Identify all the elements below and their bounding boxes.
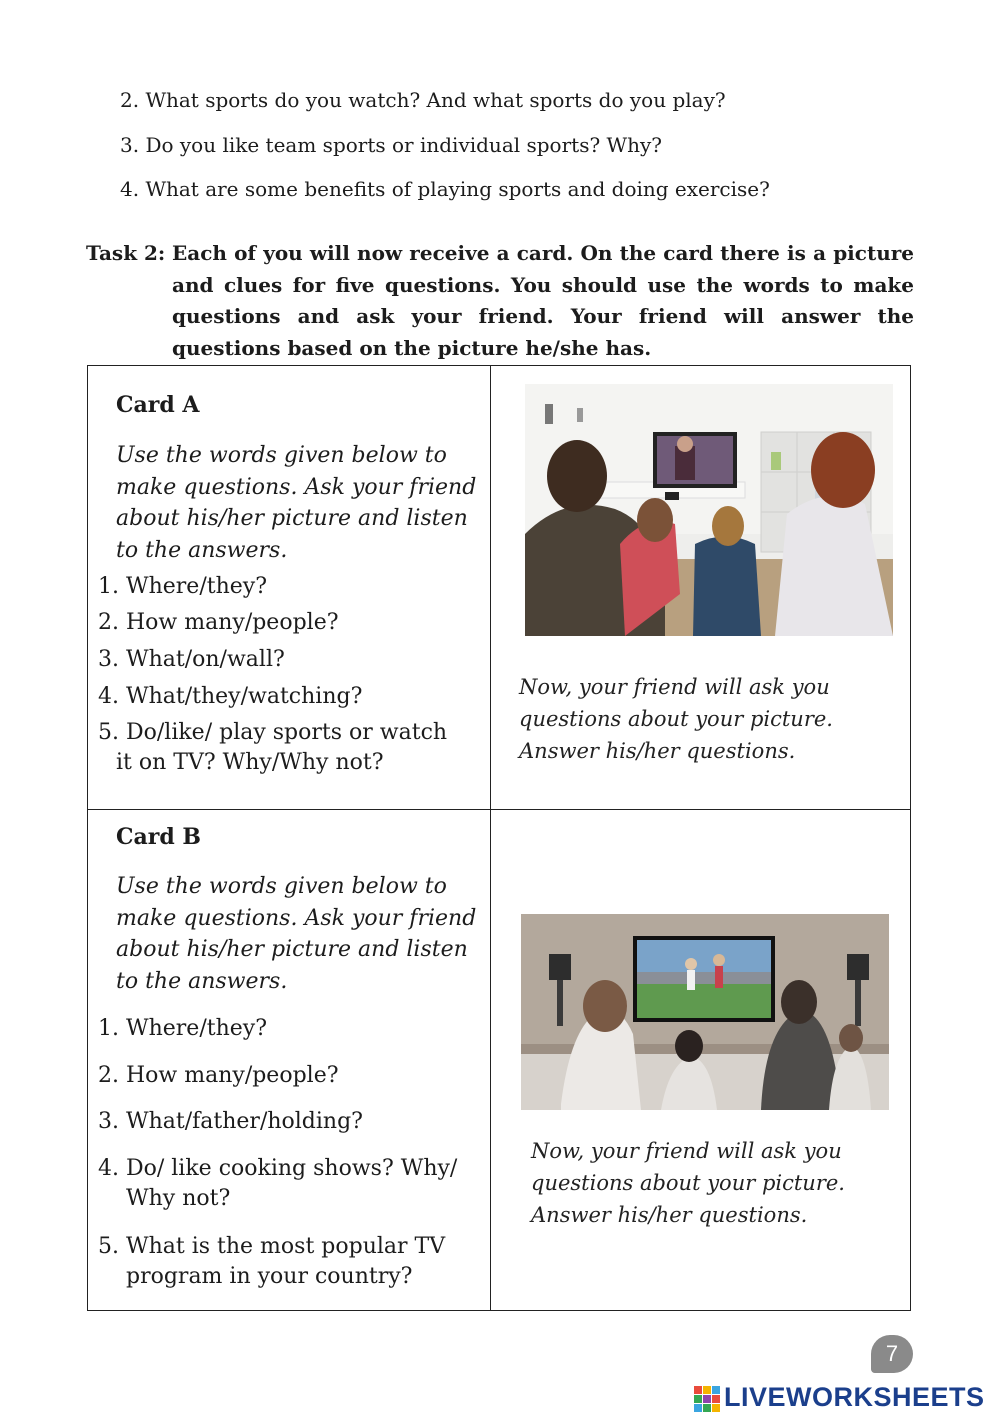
- card-b-picture-cell: [491, 810, 911, 1311]
- card-b-instruction: Use the words given below to make questions. Ask your friend about his/her picture and listen to the answers.: [116, 874, 477, 994]
- card-a-item-5-line-1: 5. Do/like/ play sports or watch: [98, 720, 448, 745]
- card-a-instruction: Use the words given below to make questions. Ask your friend about his/her picture and listen to the answers.: [116, 443, 477, 563]
- page-number-badge: 7: [871, 1335, 913, 1373]
- card-a-picture-cell: [491, 366, 911, 810]
- card-a-text-cell: [88, 366, 491, 810]
- liveworksheets-logo[interactable]: [694, 1382, 985, 1413]
- card-b-item-1: 1. Where/they?: [98, 1016, 267, 1041]
- card-b-item-4-line-1: 4. Do/ like cooking shows? Why/: [98, 1156, 458, 1181]
- card-a-item-5-line-2: it on TV? Why/Why not?: [116, 750, 384, 775]
- card-a-item-1: 1. Where/they?: [98, 574, 267, 599]
- task-2-instructions: [86, 238, 914, 364]
- card-b-item-4-line-2: Why not?: [126, 1186, 231, 1211]
- question-2: 2. What sports do you watch? And what sports do you play?: [120, 88, 726, 112]
- card-a-item-5: [98, 718, 483, 778]
- question-4: 4. What are some benefits of playing sports and doing exercise?: [120, 177, 770, 201]
- card-a-note: Now, your friend will ask you questions about your picture. Answer his/her questions.: [519, 675, 833, 763]
- card-b-item-5: [98, 1232, 483, 1292]
- card-b-text-cell: [88, 810, 491, 1311]
- cards-table: [87, 365, 911, 1311]
- task-2-text: Each of you will now receive a card. On the card there is a picture and clues for five questions. You should use the words to make questions and ask your friend. Your friend will answer the questions based on the picture he/she has.: [172, 241, 914, 360]
- card-b-item-5-line-2: program in your country?: [126, 1264, 413, 1289]
- liveworksheets-mark-icon: [694, 1386, 720, 1412]
- card-a-title: Card A: [116, 392, 200, 418]
- card-b-item-3: 3. What/father/holding?: [98, 1109, 363, 1134]
- question-3: 3. Do you like team sports or individual sports? Why?: [120, 133, 663, 157]
- card-a-item-4: 4. What/they/watching?: [98, 684, 363, 709]
- card-b-title: Card B: [116, 824, 201, 850]
- liveworksheets-wordmark: LIVEWORKSHEETS: [724, 1382, 985, 1412]
- card-b-note: Now, your friend will ask you questions about your picture. Answer his/her questions.: [531, 1139, 845, 1227]
- family-watching-tv-photo: [525, 384, 893, 636]
- task-2-label: Task 2:: [86, 241, 166, 265]
- card-a-item-2: 2. How many/people?: [98, 610, 339, 635]
- card-a-item-3: 3. What/on/wall?: [98, 647, 285, 672]
- card-b-item-4: [98, 1154, 483, 1214]
- card-b-item-5-line-1: 5. What is the most popular TV: [98, 1234, 446, 1259]
- card-b-item-2: 2. How many/people?: [98, 1063, 339, 1088]
- family-watching-football-photo: [521, 914, 889, 1110]
